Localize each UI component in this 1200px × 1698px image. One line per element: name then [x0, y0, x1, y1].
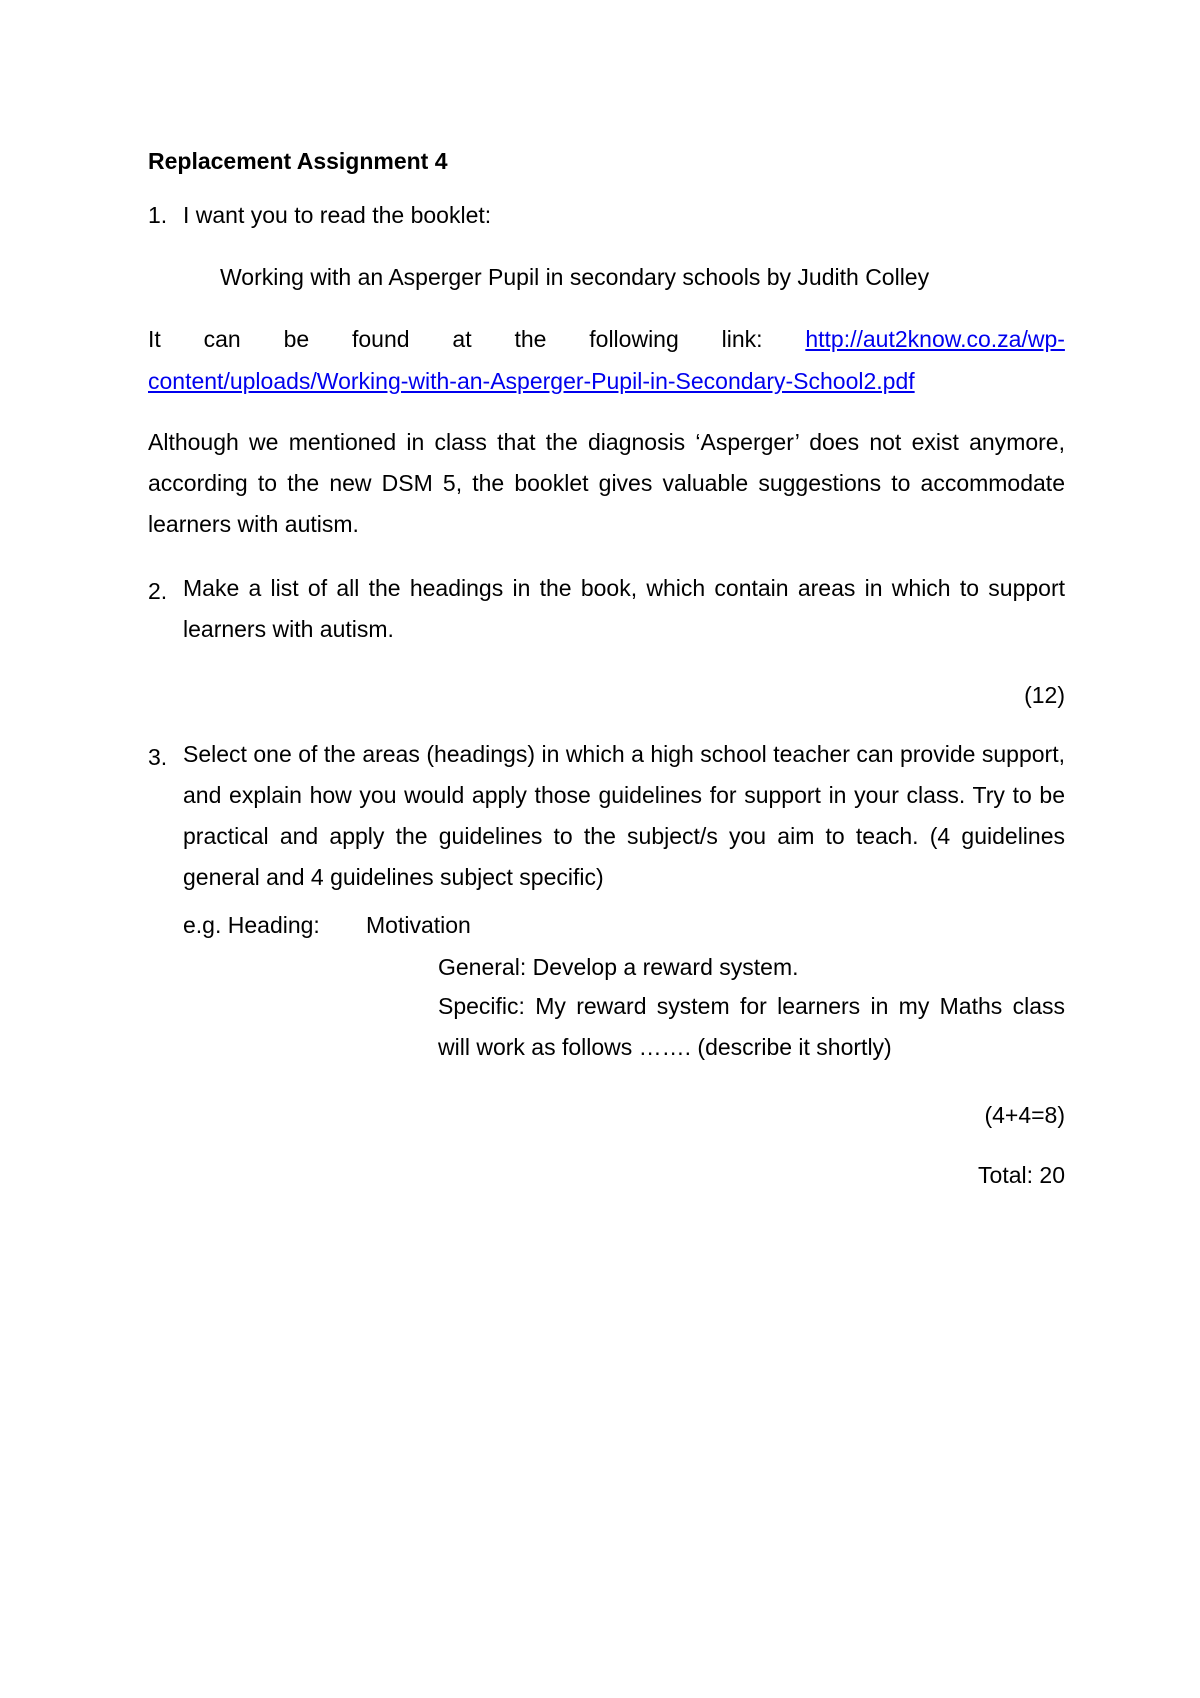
link-intro-word: at	[452, 326, 472, 352]
q3-text: Select one of the areas (headings) in which a high school teacher can provide support, and explain how you would apply those guidelines for support in your class. Try to be practical and apply the guidelines to the subject/s you aim to teach. (4 guidelines general and 4 guidelines subject specific)	[183, 741, 1065, 890]
booklet-title: Working with an Asperger Pupil in secondary schools by Judith Colley	[220, 264, 930, 290]
link-intro-word: found	[352, 326, 410, 352]
link-intro-word: link:	[721, 326, 763, 352]
q2-number: 2.	[148, 578, 168, 604]
booklet-link-part1[interactable]: http://aut2know.co.za/wp-	[805, 326, 1065, 352]
q1-text: I want you to read the booklet:	[183, 202, 492, 228]
q3-number: 3.	[148, 744, 168, 770]
example-general: General: Develop a reward system.	[438, 954, 799, 980]
example-label: e.g. Heading:	[183, 912, 320, 938]
q3-marks: (4+4=8)	[984, 1102, 1065, 1128]
example-specific: Specific: My reward system for learners in my Maths class will work as follows ……. (describe it shortly)	[438, 993, 1065, 1060]
example-heading: Motivation	[366, 912, 471, 938]
page-title: Replacement Assignment 4	[148, 148, 448, 174]
q1-note: Although we mentioned in class that the diagnosis ‘Asperger’ does not exist anymore, according to the new DSM 5, the booklet gives valuable suggestions to accommodate learners with autism.	[148, 429, 1065, 537]
q1-number: 1.	[148, 202, 168, 228]
link-intro-word: the	[514, 326, 547, 352]
link-intro-word: be	[283, 326, 310, 352]
link-intro-word: can	[203, 326, 241, 352]
link-intro-word: It	[148, 326, 161, 352]
q2-text: Make a list of all the headings in the book, which contain areas in which to support learners with autism.	[183, 575, 1065, 642]
link-intro-word: following	[589, 326, 679, 352]
total-marks: Total: 20	[978, 1162, 1065, 1188]
link-intro-line	[148, 328, 1065, 351]
booklet-link-part2[interactable]: content/uploads/Working-with-an-Asperger-Pupil-in-Secondary-School2.pdf	[148, 368, 915, 394]
q2-marks: (12)	[1024, 682, 1065, 708]
